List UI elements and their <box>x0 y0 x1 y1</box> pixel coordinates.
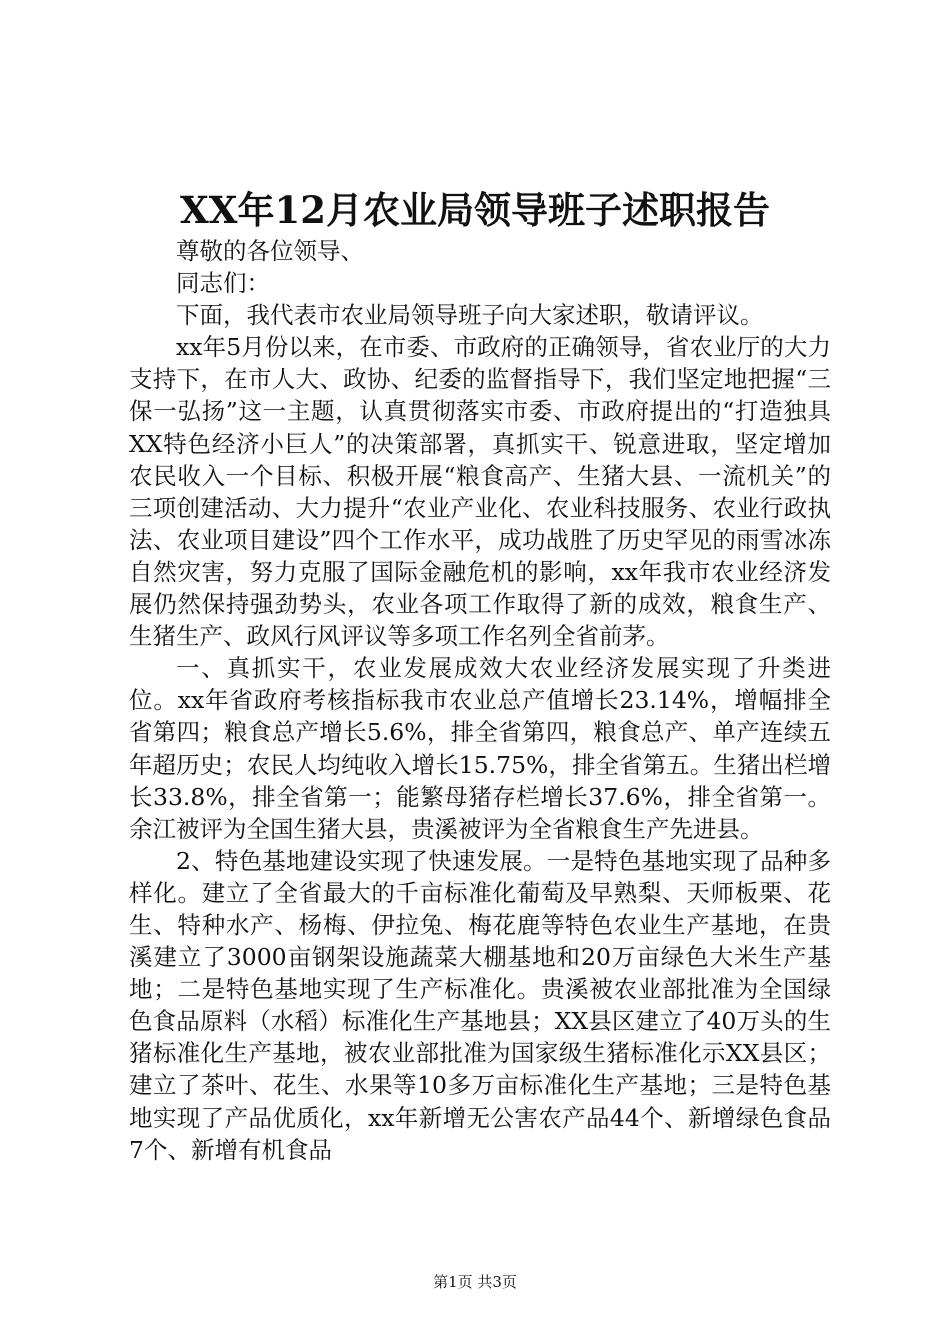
paragraph-intro: 下面，我代表市农业局领导班子向大家述职，敬请评议。 <box>176 301 764 330</box>
paragraph-summary: xx年5月份以来，在市委、市政府的正确领导，省农业厅的大力支持下，在市人大、政协、纪委的监督指导下，我们坚定地把握“三保一弘扬”这一主题，认真贯彻落实市委、市政府提出的“打造独具XX特色经济小巨人”的决策部署，真抓实干、锐意进取，坚定增加农民收入一个目标、积极开展“粮食高产、生猪大县、一流机关”的三项创建活动、大力提升“农业产业化、农业科技服务、农业行政执法、农业项目建设”四个工作水平，成功战胜了历史罕见的雨雪冰冻自然灾害，努力克服了国际金融危机的影响，xx年我市农业经济发展仍然保持强劲势头，农业各项工作取得了新的成效，粮食生产、生猪生产、政风行风评议等多项工作名列全省前茅。 <box>129 333 831 651</box>
paragraph-salutation-2: 同志们： <box>176 269 270 298</box>
paragraph-salutation-1: 尊敬的各位领导、 <box>176 237 364 265</box>
page-footer: 第1页 共3页 <box>433 1273 517 1291</box>
document-body <box>129 235 831 1166</box>
paragraph-section-1: 一、真抓实干，农业发展成效大农业经济发展实现了升类进位。xx年省政府考核指标我市农业总产值增长23.14%，增幅排全省第四；粮食总产增长5.6%，排全省第四，粮食总产、单产连续五年超历史；农民人均纯收入增长15.75%，排全省第五。生猪出栏增长33.8%，排全省第一；能繁母猪存栏增长37.6%，排全省第一。余江被评为全国生猪大县，贵溪被评为全省粮食生产先进县。 <box>129 654 831 843</box>
document-title: XX年12月农业局领导班子述职报告 <box>180 188 770 232</box>
paragraph-section-2: 2、特色基地建设实现了快速发展。一是特色基地实现了品种多样化。建立了全省最大的千亩标准化葡萄及早熟梨、天师板栗、花生、特种水产、杨梅、伊拉兔、梅花鹿等特色农业生产基地，在贵溪建立了3000亩钢架设施蔬菜大棚基地和20万亩绿色大米生产基地；二是特色基地实现了生产标准化。贵溪被农业部批准为全国绿色食品原料（水稻）标准化生产基地县；XX县区建立了40万头的生猪标准化生产基地，被农业部批准为国家级生猪标准化示XX县区；建立了茶叶、花生、水果等10多万亩标准化生产基地；三是特色基地实现了产品优质化，xx年新增无公害农产品44个、新增绿色食品7个、新增有机食品 <box>129 846 831 1164</box>
